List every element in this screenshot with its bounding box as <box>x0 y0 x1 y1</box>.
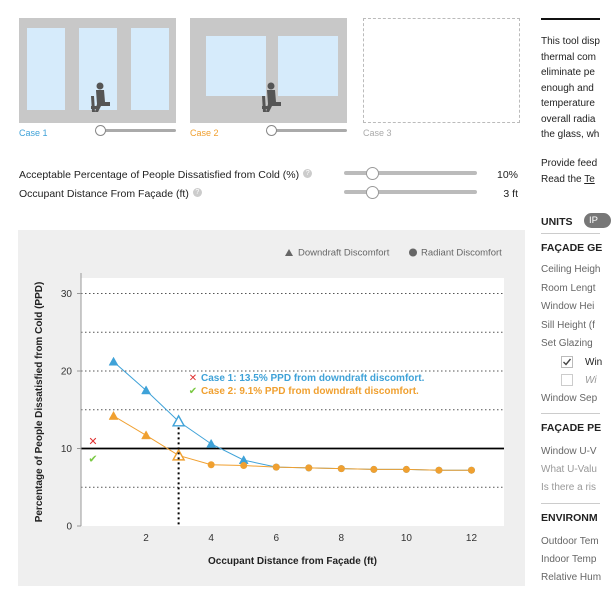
window-separation-field[interactable]: Window Sep <box>541 393 598 404</box>
intro-line: This tool disp <box>541 36 600 47</box>
indoor-temp-field[interactable]: Indoor Temp <box>541 554 597 565</box>
read-prefix: Read the <box>541 174 585 185</box>
legend-radiant-label: Radiant Discomfort <box>421 247 502 259</box>
help-icon[interactable]: ? <box>193 188 202 197</box>
y-tick-label: 0 <box>66 521 72 533</box>
help-icon[interactable]: ? <box>303 169 312 178</box>
feedback-text: Provide feed <box>541 158 598 169</box>
environment-heading: ENVIRONM <box>541 512 598 524</box>
checkbox-off-label: Wi <box>585 375 597 386</box>
read-the-text <box>541 174 595 185</box>
ppd-chart <box>18 230 525 586</box>
case-1-slider-knob[interactable] <box>95 125 106 136</box>
case-2-scroll-slider[interactable] <box>270 129 347 132</box>
case-3-thumbnail[interactable] <box>363 18 520 123</box>
divider <box>541 233 600 234</box>
distance-slider[interactable] <box>344 190 477 194</box>
geometry-field[interactable]: Room Lengt <box>541 282 596 294</box>
ppd-value: 10% <box>496 169 518 181</box>
case-2-slider-knob[interactable] <box>266 125 277 136</box>
case-2-thumbnail[interactable] <box>190 18 347 123</box>
x-tick-label: 4 <box>208 533 214 544</box>
units-label: UNITS <box>541 216 573 228</box>
window-pane <box>131 28 169 110</box>
legend-circle-icon <box>409 249 417 257</box>
data-point-case-2 <box>468 467 475 474</box>
x-axis-label: Occupant Distance from Façade (ft) <box>208 556 377 567</box>
window-u-value-field[interactable]: Window U-V <box>541 446 597 457</box>
annotation-pass-icon: ✔ <box>188 386 198 397</box>
panel-top-rule <box>541 18 600 20</box>
annotation-case-1: Case 1: 13.5% PPD from downdraft discomfort. <box>201 373 425 384</box>
data-point-case-2 <box>208 461 215 468</box>
outdoor-temp-field[interactable]: Outdoor Tem <box>541 536 599 547</box>
data-point-case-2 <box>338 465 345 472</box>
distance-label-text: Occupant Distance From Façade (ft) <box>19 188 189 200</box>
facade-geometry-heading: FAÇADE GE <box>541 242 603 254</box>
x-tick-label: 8 <box>338 533 345 544</box>
checkbox-checked-icon[interactable] <box>561 356 573 368</box>
case-2-pass-icon: ✔ <box>88 452 98 466</box>
data-point-case-2 <box>403 466 410 473</box>
case-1-label[interactable]: Case 1 <box>19 128 48 138</box>
case-3-label[interactable]: Case 3 <box>363 128 392 138</box>
seated-occupant-icon <box>256 82 284 122</box>
checkbox-unchecked-icon[interactable] <box>561 374 573 386</box>
ppd-slider[interactable] <box>344 171 477 175</box>
annotation-case-2: Case 2: 9.1% PPD from downdraft discomfort. <box>201 386 419 397</box>
units-ip-toggle[interactable]: IP <box>584 213 611 228</box>
geometry-field[interactable]: Set Glazing <box>541 338 593 349</box>
window-pane <box>278 36 338 96</box>
y-tick-label: 20 <box>60 366 72 378</box>
intro-line: overall radia <box>541 113 596 125</box>
x-tick-label: 6 <box>273 533 280 544</box>
legend-triangle-icon <box>285 249 293 256</box>
x-tick-label: 10 <box>400 533 412 544</box>
checkbox-on-label: Win <box>585 357 603 368</box>
terms-link[interactable]: Te <box>584 174 595 185</box>
case-1-fail-icon: ✕ <box>88 434 98 448</box>
case-1-thumbnail[interactable] <box>19 18 176 123</box>
geometry-field[interactable]: Ceiling Heigh <box>541 264 601 275</box>
geometry-field[interactable]: Sill Height (f <box>541 319 595 331</box>
data-point-case-2 <box>273 464 280 471</box>
intro-line: eliminate pe <box>541 67 595 78</box>
data-point-case-2 <box>370 466 377 473</box>
data-point-case-2 <box>240 462 247 469</box>
intro-line: thermal com <box>541 51 597 63</box>
intro-line: enough and <box>541 82 594 94</box>
relative-humidity-field[interactable]: Relative Hum <box>541 572 602 583</box>
case-2-label[interactable]: Case 2 <box>190 128 219 138</box>
condensation-risk-field[interactable]: Is there a ris <box>541 482 597 493</box>
what-u-value-field[interactable]: What U-Valu <box>541 464 597 475</box>
facade-performance-heading: FAÇADE PE <box>541 422 602 434</box>
intro-line: the glass, wh <box>541 129 600 140</box>
y-tick-label: 10 <box>60 444 72 455</box>
distance-value: 3 ft <box>503 188 518 200</box>
distance-parameter-label <box>19 188 202 200</box>
x-tick-label: 2 <box>143 533 149 544</box>
y-tick-label: 30 <box>60 289 72 300</box>
data-point-case-2 <box>435 467 442 474</box>
data-point-case-2 <box>305 464 312 471</box>
y-axis-label: Percentage of People Dissatisfied from Cold (PPD) <box>34 281 45 523</box>
legend-downdraft-label: Downdraft Discomfort <box>298 247 390 259</box>
annotation-fail-icon: ✕ <box>188 373 198 384</box>
ppd-label-text: Acceptable Percentage of People Dissatisfied from Cold (%) <box>19 169 300 181</box>
distance-slider-knob[interactable] <box>366 186 379 199</box>
ppd-chart-panel <box>18 230 525 586</box>
seated-occupant-icon <box>85 82 113 122</box>
divider <box>541 413 600 414</box>
geometry-field[interactable]: Window Hei <box>541 301 595 312</box>
intro-line: temperature <box>541 98 595 109</box>
plot-background <box>81 278 504 526</box>
ppd-parameter-label <box>19 169 312 181</box>
ppd-slider-knob[interactable] <box>366 167 379 180</box>
divider <box>541 503 600 504</box>
case-1-scroll-slider[interactable] <box>99 129 176 132</box>
x-tick-label: 12 <box>465 533 478 544</box>
window-pane <box>27 28 65 110</box>
